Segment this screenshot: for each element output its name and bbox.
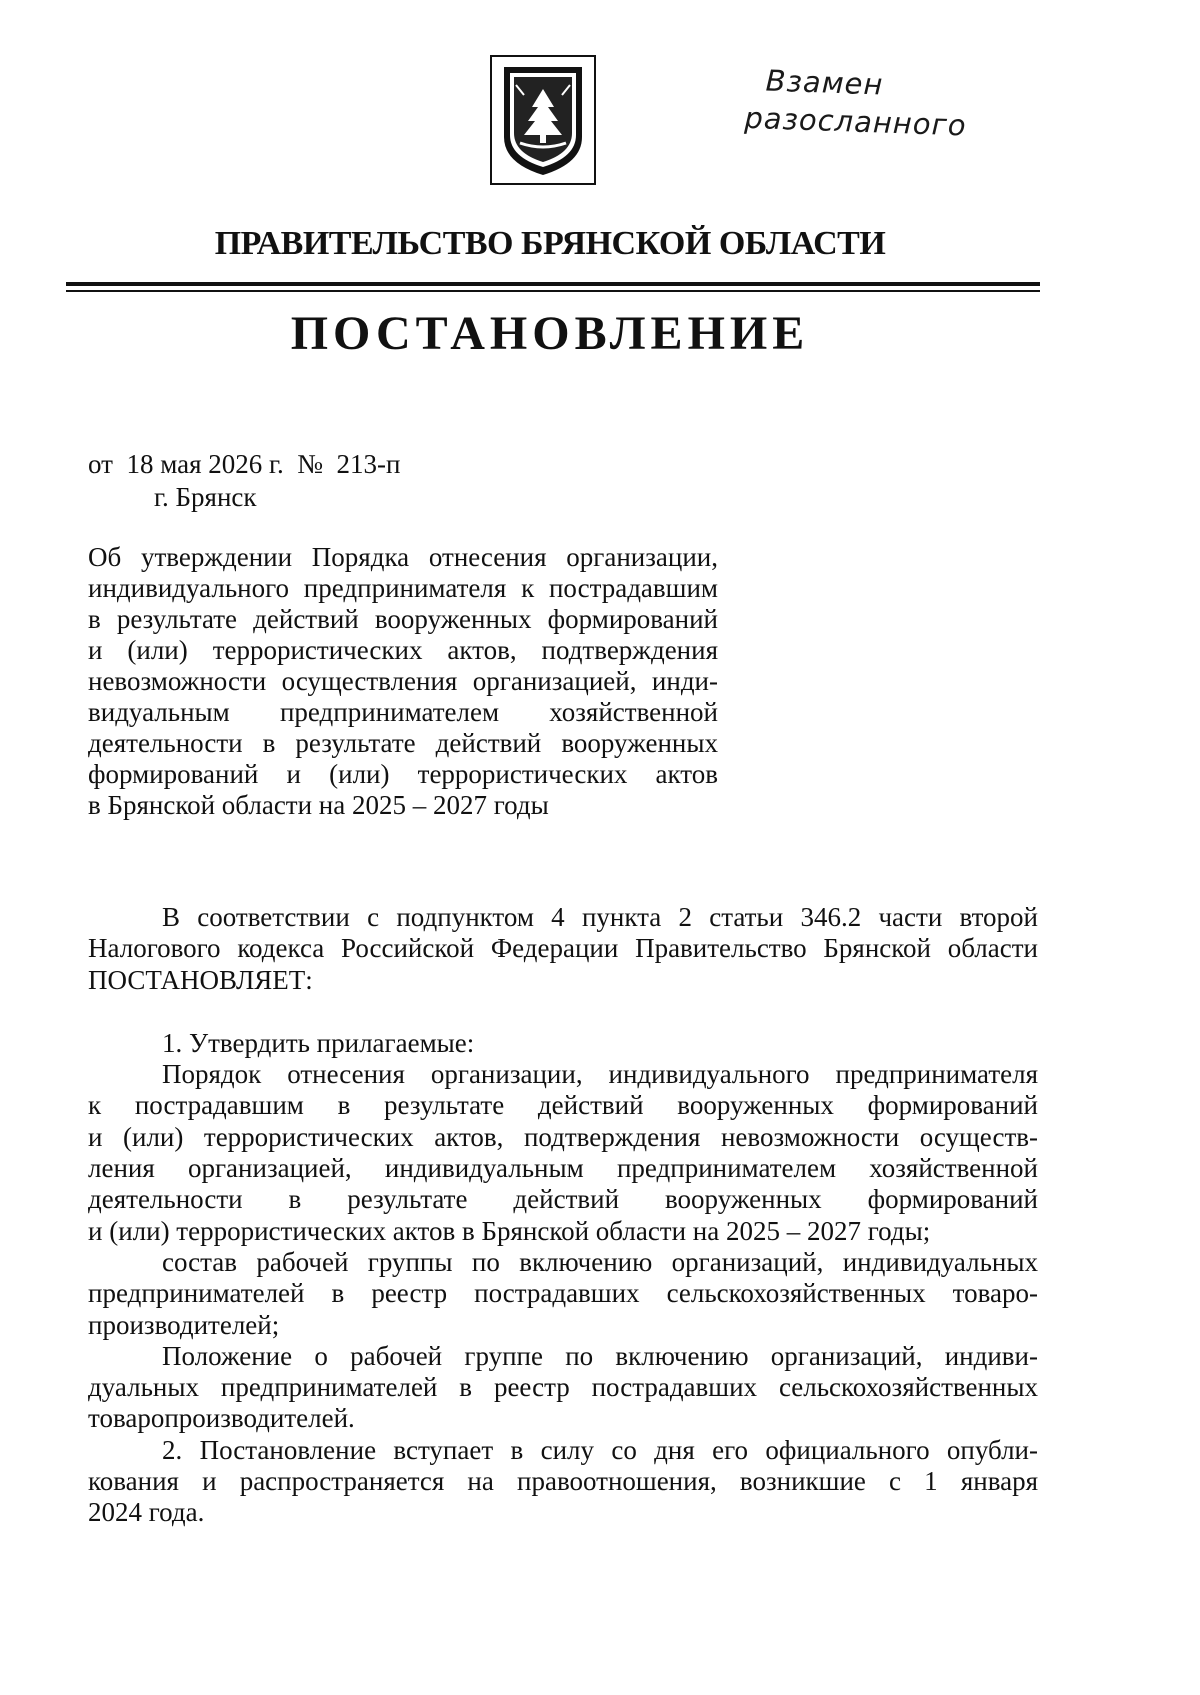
header-rule-thin bbox=[66, 290, 1040, 292]
subject-line: и (или) террористических актов, подтверждения bbox=[88, 635, 718, 665]
item1-c-line: дуальных предпринимателей в реестр пострадавших сельскохозяйственных bbox=[88, 1372, 1038, 1403]
city: г. Брянск bbox=[154, 482, 257, 512]
government-name: ПРАВИТЕЛЬСТВО БРЯНСКОЙ ОБЛАСТИ bbox=[214, 225, 886, 262]
item1-a-line: Порядок отнесения организации, индивидуального предпринимателя bbox=[162, 1059, 1038, 1090]
item2-line: кования и распространяется на правоотношения, возникшие с 1 января bbox=[88, 1466, 1038, 1497]
document-subject bbox=[88, 542, 718, 821]
date-and-number: от 18 мая 2026 г. № 213-п bbox=[88, 449, 401, 479]
item1-c-line: Положение о рабочей группе по включению организаций, индиви- bbox=[162, 1340, 1038, 1371]
item1-b-line: состав рабочей группы по включению организаций, индивидуальных bbox=[162, 1246, 1038, 1277]
document-body bbox=[88, 902, 1038, 1529]
preamble-line: В соответствии с подпунктом 4 пункта 2 статьи 346.2 части второй bbox=[162, 902, 1038, 932]
item2-line: 2024 года. bbox=[88, 1497, 205, 1528]
preamble-line: Налогового кодекса Российской Федерации Правительство Брянской области bbox=[88, 933, 1038, 964]
item1-a-line: ления организацией, индивидуальным предпринимателем хозяйственной bbox=[88, 1153, 1038, 1184]
item2-line: 2. Постановление вступает в силу со дня его официального опубли- bbox=[162, 1434, 1038, 1465]
coat-of-arms-emblem bbox=[490, 55, 596, 185]
subject-line: невозможности осуществления организацией, инди- bbox=[88, 666, 718, 696]
handwritten-note bbox=[744, 61, 1046, 147]
item1-b-line: производителей; bbox=[88, 1309, 280, 1340]
subject-line: формирований и (или) террористических актов bbox=[88, 759, 718, 789]
preamble-line: ПОСТАНОВЛЯЕТ: bbox=[88, 964, 313, 995]
item1-b-line: предпринимателей в реестр пострадавших сельскохозяйственных товаро- bbox=[88, 1278, 1038, 1309]
handwritten-note-line2: разосланного bbox=[743, 100, 968, 143]
item1-a-line: и (или) террористических актов в Брянской области на 2025 – 2027 годы; bbox=[88, 1215, 931, 1246]
item1-a-line: и (или) террористических актов, подтверждения невозможности осуществ- bbox=[88, 1121, 1038, 1152]
item1-a-line: к пострадавшим в результате действий вооруженных формирований bbox=[88, 1090, 1038, 1121]
subject-line: в Брянской области на 2025 – 2027 годы bbox=[88, 790, 549, 820]
subject-line: видуальным предпринимателем хозяйственной bbox=[88, 697, 718, 727]
subject-line: индивидуального предпринимателя к пострадавшим bbox=[88, 573, 718, 603]
item1-c-line: товаропроизводителей. bbox=[88, 1403, 355, 1434]
subject-line: в результате действий вооруженных формирований bbox=[88, 604, 718, 634]
header-rule-thick bbox=[66, 282, 1040, 286]
item1-a-line: деятельности в результате действий вооруженных формирований bbox=[88, 1184, 1038, 1215]
handwritten-note-line1: Взамен bbox=[765, 63, 885, 102]
item1-heading: 1. Утвердить прилагаемые: bbox=[162, 1027, 475, 1058]
document-type-title: ПОСТАНОВЛЕНИЕ bbox=[290, 307, 810, 360]
subject-line: Об утверждении Порядка отнесения организации, bbox=[88, 542, 718, 572]
subject-line: деятельности в результате действий вооруженных bbox=[88, 728, 718, 758]
